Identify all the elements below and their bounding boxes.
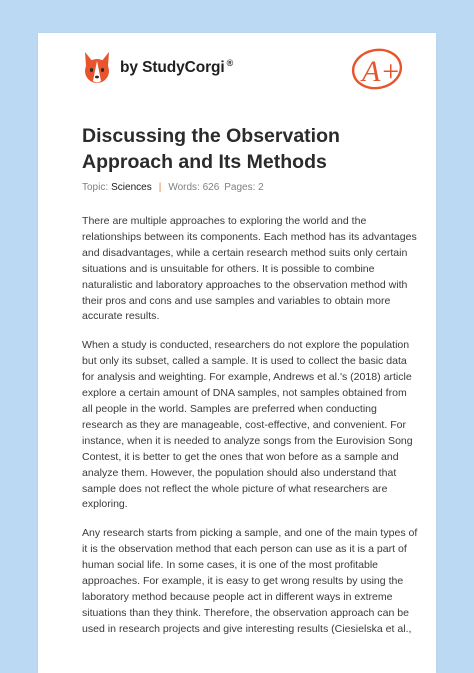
brand-logo[interactable] [82,51,233,85]
paragraph: When a study is conducted, researchers do not explore the population but only its subset, called a sample. It is used to collect the basic data for analysis and weighting. For example, Andrews et al.'s (2018) article explore a certain amount of DNA samples, not samples obtained from all people in the world. Samples are preferred when conducting research as they are manageable, cost-effective, and convenient. For instance, when it is needed to analyze songs from the Eurovision Song Contest, it is better to get the ones that won before as a sample and analyze them. However, the population should also understand that sample does not reflect the whole picture of what researchers are exploring. [82,339,413,511]
document-page [38,33,436,673]
a-plus-grade-icon [350,45,410,91]
brand-name: by StudyCorgi ® [120,58,234,77]
document-meta [82,182,264,193]
page-count: Pages: 2 [224,182,264,193]
essay-body [82,214,418,651]
grade-badge-text: A+ [362,55,401,88]
paragraph: There are multiple approaches to exploring the world and the relationships between its components. Each method has its advantages and disadvantages, while a certain research method suits only certain situations and is unsuitable for others. It is possible to combine naturalistic and laboratory approaches to the observation method with their pros and cons and use samples and variables to obtain more accurate results. [82,215,417,323]
corgi-logo-icon [82,51,112,85]
page-title: Discussing the Observation Approach and Its Methods [82,125,340,173]
word-count: Words: 626 [168,182,220,193]
meta-separator: | [158,182,162,193]
topic-link[interactable]: Sciences [111,182,152,193]
paragraph: Any research starts from picking a sample, and one of the main types of it is the observation method that each person can use as it is a part of human social life. In some cases, it is one of the most profitable approaches. For example, it is easy to get wrong results by using the laboratory method because people act in different ways in extreme situations than they think. Therefore, the observation approach can be used in research projects and give interesting results (Ciesielska et al., [82,527,418,635]
topic-label: Topic: [82,182,109,193]
